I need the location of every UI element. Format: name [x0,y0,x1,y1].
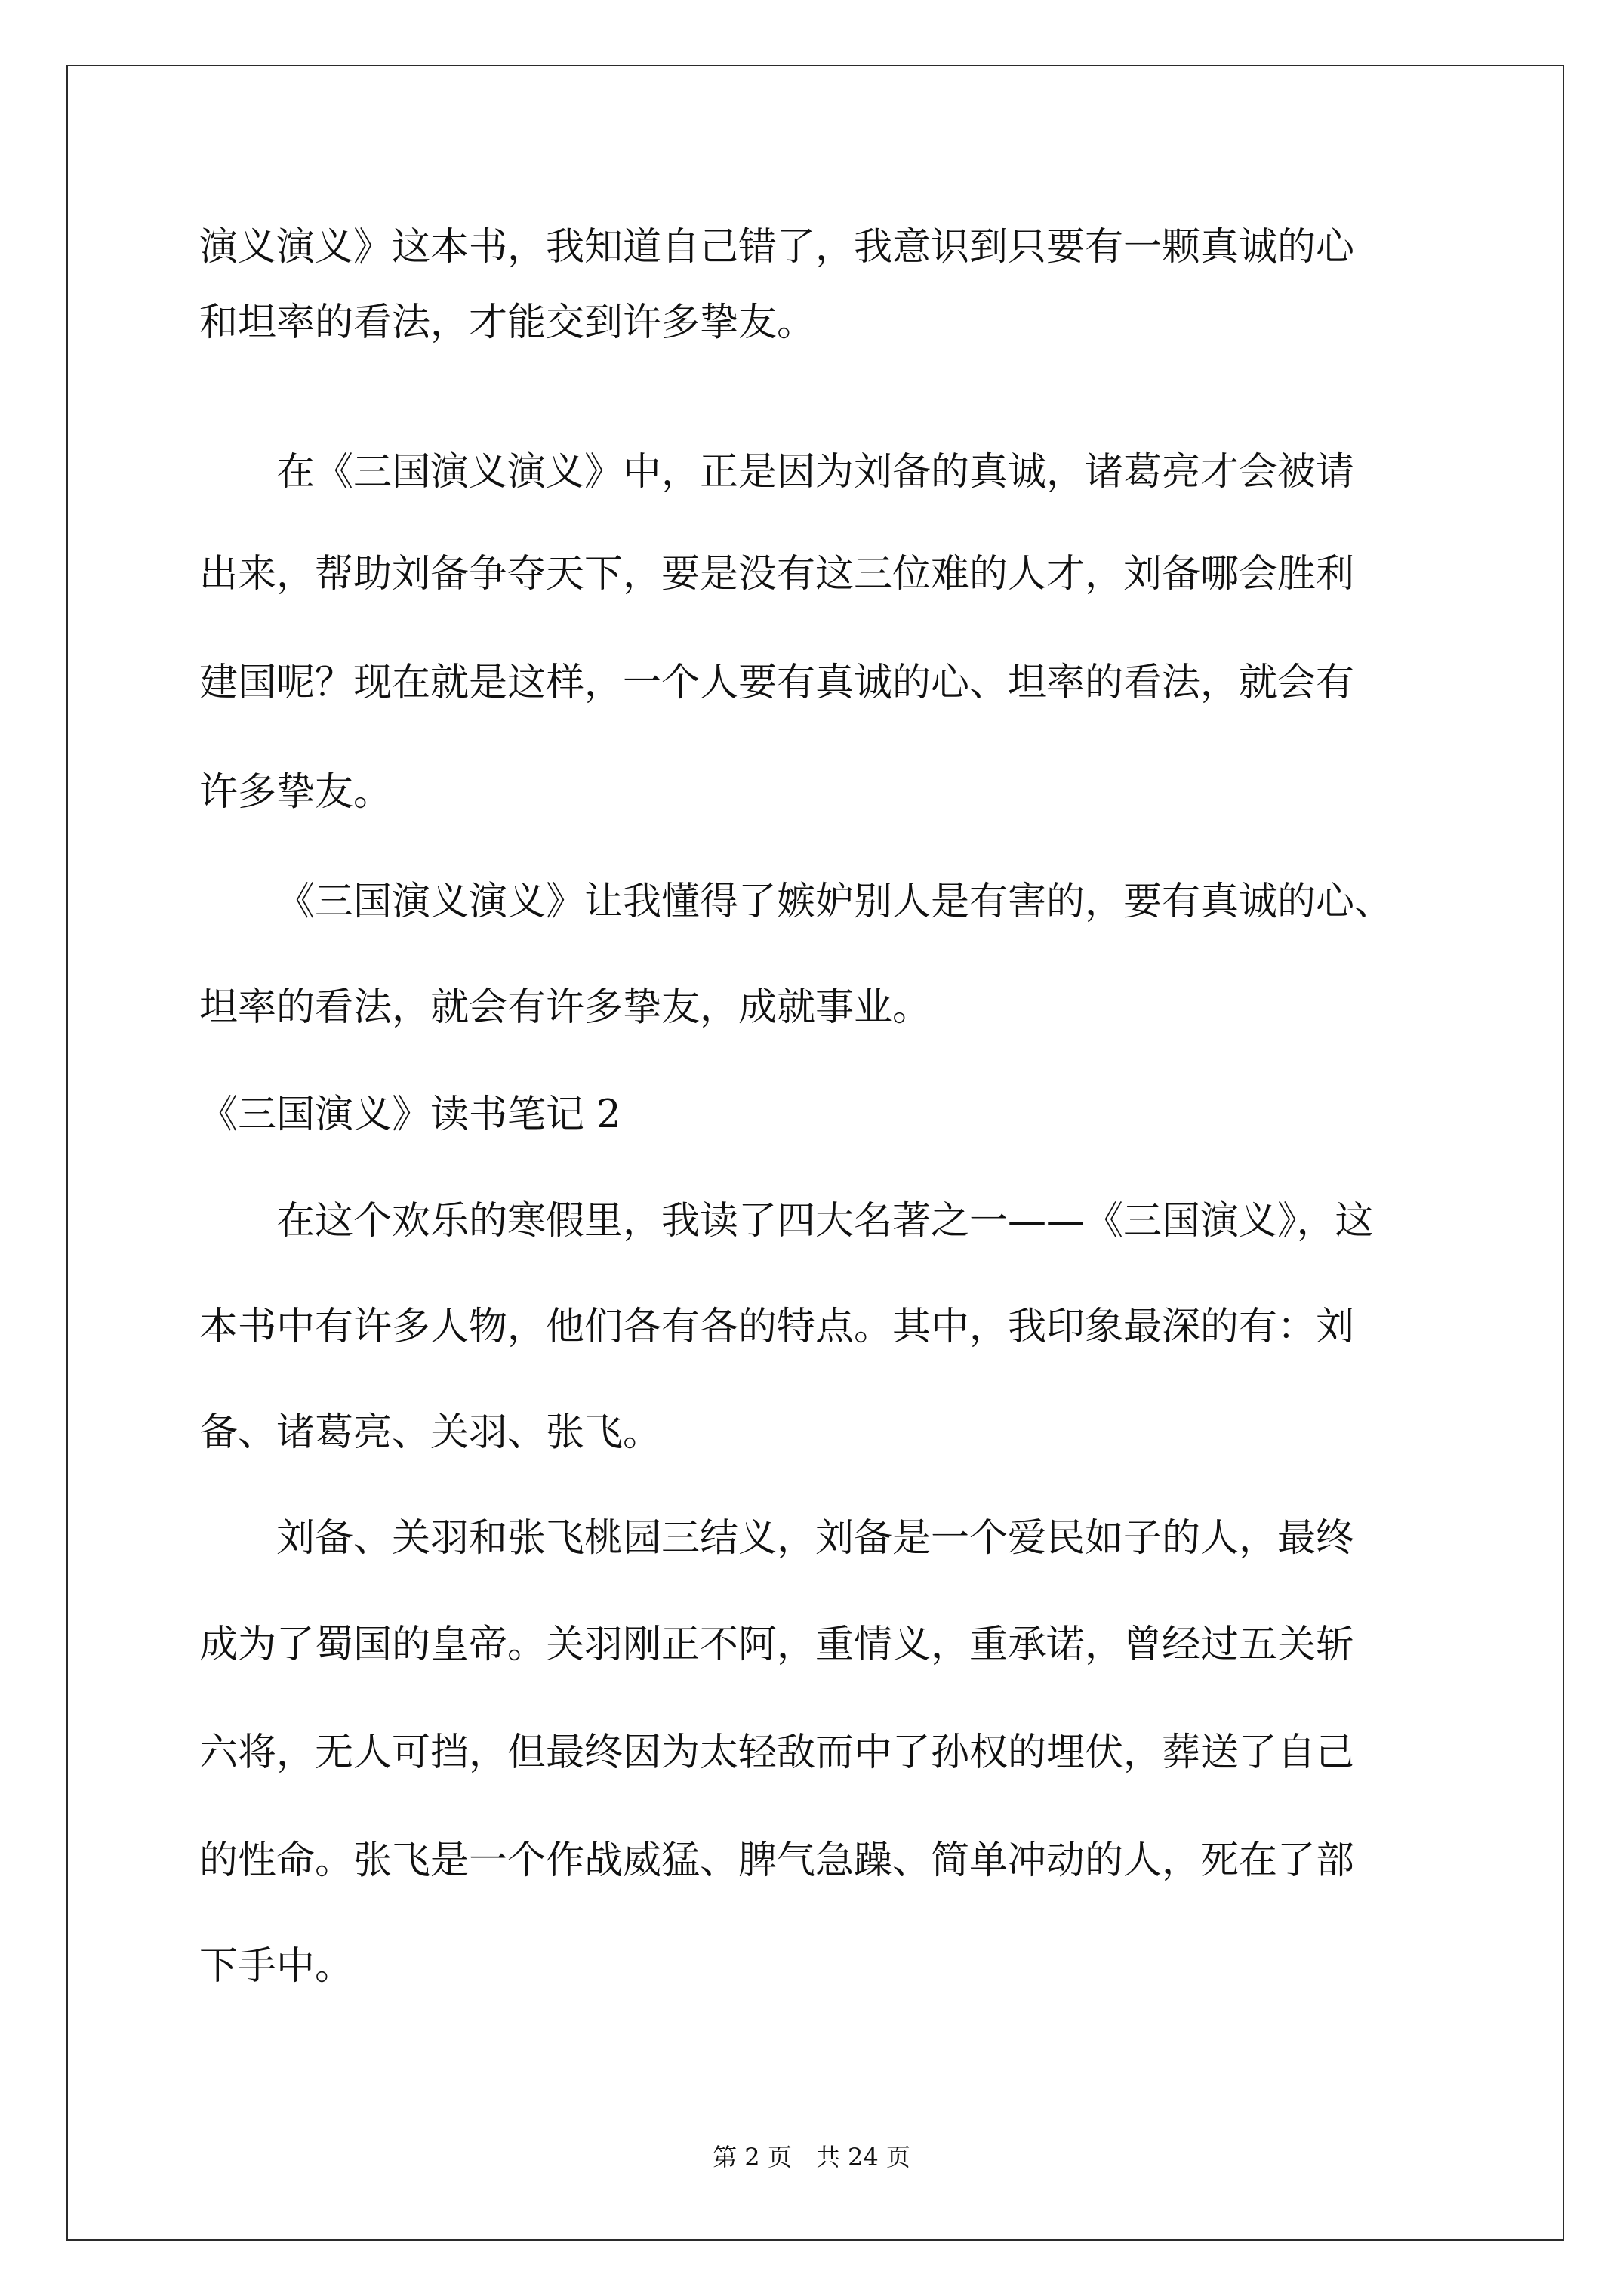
paragraph-start-line: 《三国演义演义》让我懂得了嫉妒别人是有害的，要有真诚的心、 [276,880,1394,924]
page-number-footer: 第 2 页 共 24 页 [713,2143,910,2171]
text-line: 坦率的看法，就会有许多挚友，成就事业。 [199,985,932,1030]
text-line: 下手中。 [199,1944,354,1989]
paragraph-start-line: 在《三国演义演义》中，正是因为刘备的真诚，诸葛亮才会被请 [276,450,1355,495]
text-line: 建国呢？现在就是这样，一个人要有真诚的心、坦率的看法，就会有 [199,661,1355,705]
paragraph-start-line: 刘备、关羽和张飞桃园三结义，刘备是一个爱民如子的人，最终 [276,1516,1355,1561]
section-heading: 《三国演义》读书笔记 2 [199,1093,621,1137]
text-line: 许多挚友。 [199,770,393,815]
text-line: 的性命。张飞是一个作战威猛、脾气急躁、简单冲动的人，死在了部 [199,1838,1355,1883]
text-line: 六将，无人可挡，但最终因为太轻敌而中了孙权的埋伏，葬送了自己 [199,1730,1355,1775]
page-border [66,65,1564,2241]
text-line: 本书中有许多人物，他们各有各的特点。其中，我印象最深的有：刘 [199,1305,1355,1349]
text-line: 演义演义》这本书，我知道自己错了，我意识到只要有一颗真诚的心 [199,225,1355,270]
text-line: 出来，帮助刘备争夺天下，要是没有这三位难的人才，刘备哪会胜利 [199,552,1355,596]
paragraph-start-line: 在这个欢乐的寒假里，我读了四大名著之一——《三国演义》，这 [276,1199,1374,1244]
text-line: 和坦率的看法，才能交到许多挚友。 [199,300,816,345]
text-line: 成为了蜀国的皇帝。关羽刚正不阿，重情义，重承诺，曾经过五关斩 [199,1623,1355,1667]
text-line: 备、诸葛亮、关羽、张飞。 [199,1410,662,1455]
